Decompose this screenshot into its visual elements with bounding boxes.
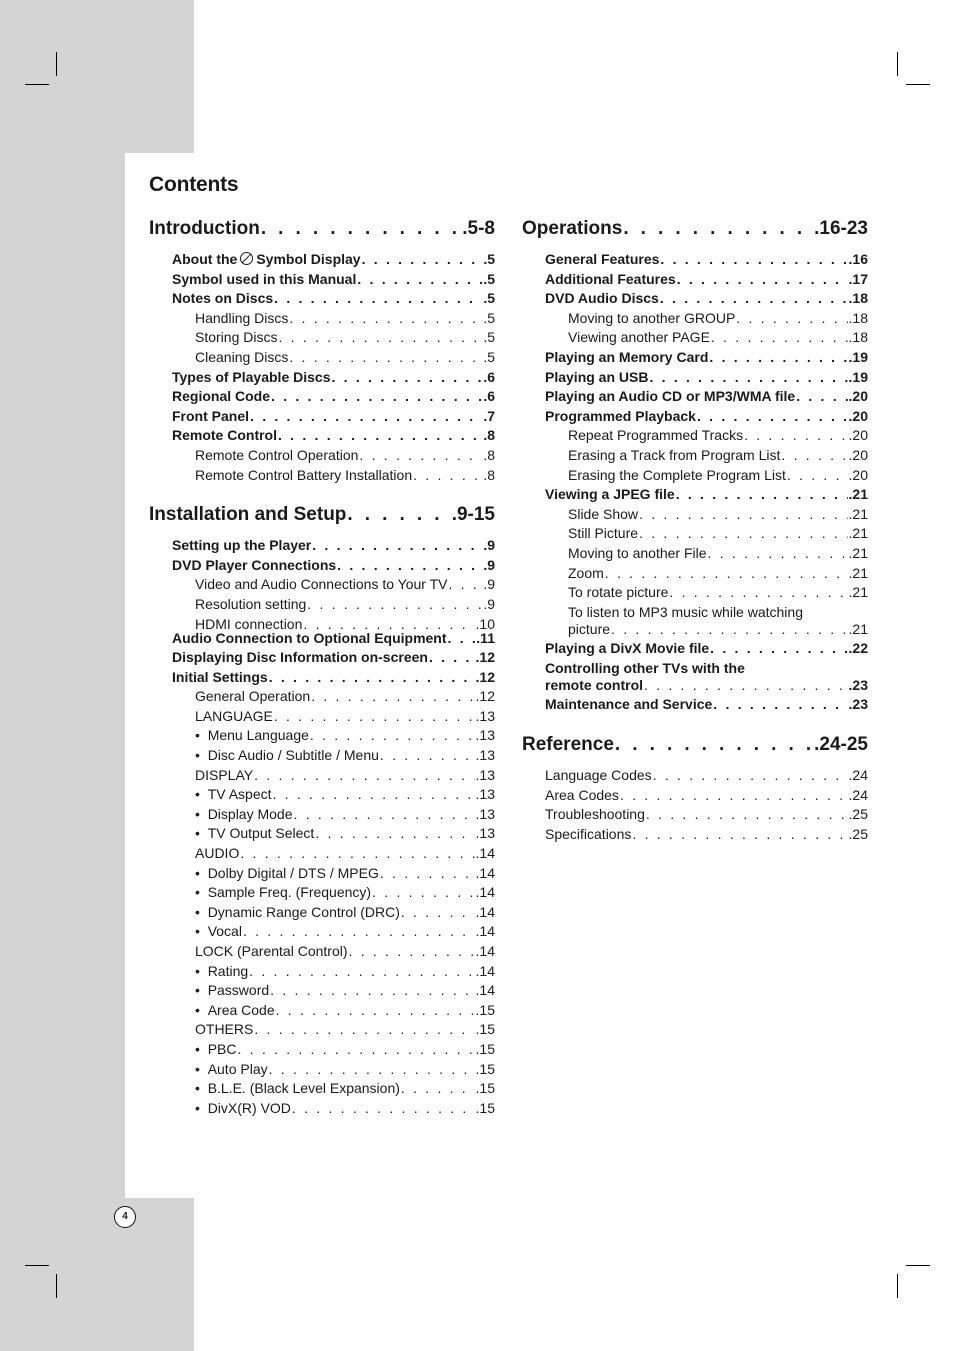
toc-entry-page: .15	[475, 1001, 495, 1018]
toc-entry-page: .12	[475, 668, 495, 685]
toc-entry-page: .20	[848, 446, 868, 463]
toc-entry-label: • TV Output Select	[195, 825, 314, 841]
toc-entry-page: .20	[848, 407, 868, 424]
gray-margin-bottom	[0, 1198, 194, 1351]
toc-entry-page: .22	[848, 640, 868, 657]
toc-entry[interactable]	[149, 290, 495, 310]
toc-entry-page: .23	[848, 696, 868, 713]
toc-entry-label: Still Picture	[568, 525, 639, 542]
section-title: Reference	[522, 734, 614, 756]
toc-subentry[interactable]	[149, 447, 495, 467]
toc-entry[interactable]	[522, 349, 868, 369]
toc-entry-label: remote control	[545, 676, 644, 693]
toc-entry-label: General Operation	[195, 688, 311, 705]
toc-bullet-entry[interactable]	[149, 1041, 495, 1061]
toc-left-column	[149, 218, 495, 1119]
toc-entry-page: .15	[475, 1080, 495, 1097]
toc-entry[interactable]	[149, 630, 495, 650]
section-heading-operations[interactable]	[522, 218, 868, 243]
toc-entry-wrapped[interactable]	[522, 660, 868, 697]
toc-entry-page: .5	[483, 270, 495, 287]
toc-entry-label: Repeat Programmed Tracks	[568, 427, 744, 444]
toc-entry-label: Area Codes	[545, 786, 619, 803]
toc-entry-page: .5	[483, 348, 495, 365]
crop-mark	[897, 52, 898, 76]
toc-bullet-entry[interactable]	[149, 727, 495, 747]
toc-entry-label: Setting up the Player	[172, 537, 312, 554]
toc-entry-page: .5	[483, 290, 495, 307]
toc-subentry[interactable]	[522, 329, 868, 349]
toc-entry-page: .14	[475, 864, 495, 881]
crop-mark	[25, 84, 49, 85]
toc-subentry[interactable]	[522, 447, 868, 467]
toc-bullet-entry[interactable]	[149, 786, 495, 806]
toc-entry[interactable]	[522, 767, 868, 787]
toc-entry-label: HDMI connection	[195, 615, 303, 632]
toc-entry-label: • Dolby Digital / DTS / MPEG	[195, 865, 379, 881]
toc-bullet-entry[interactable]	[149, 904, 495, 924]
toc-entry-label: • Area Code	[195, 1002, 275, 1018]
toc-entry-page: .6	[483, 388, 495, 405]
toc-entry-page: .25	[848, 825, 868, 842]
toc-bullet-entry[interactable]	[149, 1080, 495, 1100]
toc-entry-label: Playing a DivX Movie file	[545, 640, 710, 657]
toc-entry-label: DVD Audio Discs	[545, 290, 659, 307]
toc-entry-label: picture	[568, 620, 611, 637]
toc-entry-page: .23	[848, 676, 868, 693]
toc-entry-page: .15	[475, 1021, 495, 1038]
toc-entry-page: .20	[848, 466, 868, 483]
toc-entry-label: Remote Control	[172, 427, 277, 444]
toc-entry-page: .24	[848, 786, 868, 803]
toc-entry-page: .19	[848, 348, 868, 365]
toc-entry-page: .21	[848, 486, 868, 503]
toc-entry-label: • Dynamic Range Control (DRC)	[195, 904, 400, 920]
toc-entry[interactable]	[522, 787, 868, 807]
toc-subentry[interactable]	[522, 427, 868, 447]
toc-entry-label: Resolution setting	[195, 595, 307, 612]
toc-entry-page: .19	[848, 368, 868, 385]
toc-entry-page: .13	[475, 805, 495, 822]
toc-entry-page: .14	[475, 903, 495, 920]
section-pages: .9-15	[451, 504, 495, 526]
toc-entry-label: Front Panel	[172, 407, 250, 424]
toc-entry-page: .10	[475, 615, 495, 632]
toc-entry-page: .21	[848, 564, 868, 581]
toc-entry-label: Regional Code	[172, 388, 271, 405]
section-title: Operations	[522, 218, 623, 239]
toc-entry-label: Troubleshooting	[545, 806, 645, 823]
toc-entry-label: Displaying Disc Information on-screen	[172, 649, 428, 666]
toc-entry[interactable]	[149, 537, 495, 557]
toc-entry-label: Language Codes	[545, 767, 652, 784]
toc-entry-label: OTHERS	[195, 1021, 254, 1038]
toc-entry-label: LANGUAGE	[195, 707, 273, 724]
toc-subentry[interactable]	[149, 349, 495, 369]
toc-subentry[interactable]	[149, 329, 495, 349]
toc-entry[interactable]	[149, 649, 495, 669]
toc-entry-page: .21	[848, 584, 868, 601]
toc-subentry[interactable]	[149, 845, 495, 865]
toc-bullet-entry[interactable]	[149, 982, 495, 1002]
toc-entry[interactable]	[522, 826, 868, 846]
toc-entry-page: .13	[475, 727, 495, 744]
toc-entry-page: .13	[475, 786, 495, 803]
toc-entry[interactable]	[149, 251, 495, 271]
crop-mark	[56, 1274, 57, 1298]
toc-entry-label: • Display Mode	[195, 806, 293, 822]
toc-subentry[interactable]	[149, 576, 495, 596]
toc-entry-page: .25	[848, 806, 868, 823]
toc-entry-label: Specifications	[545, 825, 632, 842]
toc-entry-label: • Rating	[195, 963, 248, 979]
toc-subentry[interactable]	[149, 596, 495, 616]
toc-entry-label: Handling Discs	[195, 309, 289, 326]
crop-mark	[906, 1265, 930, 1266]
toc-entry-label: Viewing a JPEG file	[545, 486, 675, 503]
toc-bullet-entry[interactable]	[149, 1100, 495, 1120]
toc-entry-label: AUDIO	[195, 845, 240, 862]
toc-entry-label: To listen to MP3 music while watching	[568, 603, 803, 620]
toc-entry[interactable]	[522, 369, 868, 389]
toc-entry-label: • Auto Play	[195, 1061, 268, 1077]
toc-entry-page: .18	[848, 309, 868, 326]
toc-entry-page: .21	[848, 544, 868, 561]
toc-subentry[interactable]	[522, 525, 868, 545]
toc-entry-label: Types of Playable Discs	[172, 368, 331, 385]
toc-entry-page: .13	[475, 825, 495, 842]
toc-entry-label: • Disc Audio / Subtitle / Menu	[195, 747, 379, 763]
toc-bullet-entry[interactable]	[149, 963, 495, 983]
toc-entry-label: Symbol used in this Manual	[172, 270, 357, 287]
toc-entry-page: .14	[475, 923, 495, 940]
toc-entry-label: • Sample Freq. (Frequency)	[195, 884, 371, 900]
toc-entry-label: Erasing the Complete Program List	[568, 466, 786, 483]
toc-entry-page: .21	[848, 505, 868, 522]
toc-subentry[interactable]	[149, 767, 495, 787]
toc-entry-label: DISPLAY	[195, 766, 254, 783]
crop-mark	[906, 84, 930, 85]
toc-entry-page: .14	[475, 943, 495, 959]
toc-bullet-entry[interactable]	[149, 747, 495, 767]
toc-entry-label: • Vocal	[195, 923, 242, 939]
toc-entry-label: Initial Settings	[172, 668, 268, 685]
gray-margin-left	[0, 153, 125, 1198]
toc-bullet-entry[interactable]	[149, 825, 495, 845]
toc-entry-label: Programmed Playback	[545, 407, 696, 424]
toc-subentry[interactable]	[522, 310, 868, 330]
toc-entry-page: .5	[483, 251, 495, 267]
toc-entry-page: .13	[475, 747, 495, 764]
toc-entry-label: About the Symbol Display	[172, 251, 361, 267]
toc-entry[interactable]	[149, 271, 495, 291]
toc-entry[interactable]	[522, 486, 868, 506]
toc-entry[interactable]	[522, 408, 868, 428]
toc-entry-page: .5	[483, 329, 495, 346]
toc-bullet-entry[interactable]	[149, 1061, 495, 1081]
section-title: Installation and Setup	[149, 504, 347, 526]
toc-bullet-entry[interactable]	[149, 884, 495, 904]
toc-entry[interactable]	[522, 640, 868, 660]
toc-entry-page: .21	[848, 525, 868, 542]
toc-entry-label: Remote Control Battery Installation	[195, 466, 413, 483]
toc-entry-page: .21	[848, 620, 868, 637]
toc-entry-label: Playing an USB	[545, 368, 649, 385]
toc-entry[interactable]	[149, 557, 495, 577]
toc-entry[interactable]	[149, 369, 495, 389]
section-pages: .5-8	[462, 218, 495, 239]
toc-entry-label: Additional Features	[545, 270, 676, 287]
toc-entry-page: .14	[475, 845, 495, 862]
toc-subentry[interactable]	[149, 467, 495, 487]
toc-subentry-wrapped[interactable]	[522, 604, 868, 641]
toc-subentry[interactable]	[522, 506, 868, 526]
page-number-badge: 4	[114, 1206, 136, 1228]
toc-entry-label: To rotate picture	[568, 584, 669, 601]
section-title: Introduction	[149, 218, 260, 239]
toc-entry[interactable]	[149, 408, 495, 428]
toc-entry-page: .11	[476, 629, 495, 646]
toc-entry-page: .14	[475, 962, 495, 979]
toc-entry-page: .9	[483, 576, 495, 593]
toc-entry-label: Maintenance and Service	[545, 696, 713, 713]
crop-mark	[897, 1274, 898, 1298]
toc-entry[interactable]	[522, 388, 868, 408]
crop-mark	[25, 1265, 49, 1266]
section-heading-introduction[interactable]	[149, 218, 495, 243]
toc-entry-page: .18	[848, 329, 868, 346]
toc-entry-page: .8	[483, 446, 495, 463]
toc-entry-label: Remote Control Operation	[195, 446, 359, 463]
toc-right-column	[522, 218, 868, 845]
toc-entry[interactable]	[522, 290, 868, 310]
toc-entry-page: .9	[483, 595, 495, 612]
toc-entry-label: Erasing a Track from Program List	[568, 446, 781, 463]
toc-entry-label: • Password	[195, 982, 269, 998]
toc-entry-label: Playing an Audio CD or MP3/WMA file	[545, 388, 796, 405]
toc-entry-label: • Menu Language	[195, 727, 309, 743]
toc-subentry[interactable]	[149, 708, 495, 728]
toc-entry-page: .7	[483, 407, 495, 424]
toc-bullet-entry[interactable]	[149, 1002, 495, 1022]
toc-entry-label: Moving to another File	[568, 544, 707, 561]
toc-subentry[interactable]	[149, 943, 495, 963]
toc-entry-label: • PBC	[195, 1041, 236, 1057]
toc-entry[interactable]	[522, 806, 868, 826]
toc-entry-label: Audio Connection to Optional Equipment	[172, 629, 447, 646]
toc-entry-label: General Features	[545, 251, 660, 267]
toc-entry-label: Storing Discs	[195, 329, 278, 346]
toc-entry-label: Slide Show	[568, 505, 639, 522]
toc-entry-label: Controlling other TVs with the	[545, 659, 745, 676]
toc-entry[interactable]	[522, 696, 868, 716]
toc-bullet-entry[interactable]	[149, 923, 495, 943]
toc-entry[interactable]	[149, 388, 495, 408]
section-heading-installation[interactable]	[149, 504, 495, 529]
toc-entry-label: • TV Aspect	[195, 786, 272, 802]
toc-entry-page: .9	[483, 556, 495, 573]
toc-subentry[interactable]	[149, 616, 495, 630]
toc-entry-label: Video and Audio Connections to Your TV	[195, 576, 448, 593]
toc-entry-page: .15	[475, 1099, 495, 1116]
toc-entry[interactable]	[522, 251, 868, 271]
toc-entry-page: .14	[475, 982, 495, 999]
toc-entry-label: • B.L.E. (Black Level Expansion)	[195, 1080, 400, 1096]
toc-entry-page: .24	[848, 767, 868, 784]
toc-entry-page: .8	[483, 466, 495, 483]
toc-bullet-entry[interactable]	[149, 806, 495, 826]
toc-subentry[interactable]	[149, 688, 495, 708]
toc-bullet-entry[interactable]	[149, 865, 495, 885]
toc-subentry[interactable]	[149, 310, 495, 330]
toc-entry-page: .18	[848, 290, 868, 307]
toc-entry-label: Viewing another PAGE	[568, 329, 710, 346]
toc-entry-page: .17	[848, 270, 868, 287]
toc-entry-page: .15	[475, 1040, 495, 1057]
toc-entry-page: .20	[848, 388, 868, 405]
page-title: Contents	[149, 173, 239, 196]
section-heading-reference[interactable]	[522, 734, 868, 759]
prohibited-circle-icon	[240, 252, 253, 265]
toc-entry-label: DVD Player Connections	[172, 556, 337, 573]
toc-entry-label: • DivX(R) VOD	[195, 1100, 291, 1116]
toc-entry-page: .8	[483, 427, 495, 444]
toc-entry-page: .9	[483, 537, 495, 554]
toc-entry-page: .12	[475, 688, 495, 705]
toc-entry-page: .12	[475, 649, 495, 666]
toc-entry-page: .16	[848, 251, 868, 267]
section-pages: .24-25	[814, 734, 868, 756]
toc-entry-label: Notes on Discs	[172, 290, 274, 307]
section-pages: .16-23	[814, 218, 868, 239]
toc-entry-page: .15	[475, 1060, 495, 1077]
toc-subentry[interactable]	[522, 545, 868, 565]
toc-entry[interactable]	[522, 271, 868, 291]
crop-mark	[56, 52, 57, 76]
toc-entry-page: .14	[475, 884, 495, 901]
toc-entry-page: .13	[475, 766, 495, 783]
toc-entry-label: Moving to another GROUP	[568, 309, 736, 326]
toc-entry-label: Zoom	[568, 564, 604, 581]
toc-subentry[interactable]	[522, 565, 868, 585]
toc-entry-page: .6	[483, 368, 495, 385]
toc-subentry[interactable]	[522, 584, 868, 604]
toc-entry-label: Playing an Memory Card	[545, 348, 709, 365]
gray-margin-top	[0, 0, 194, 153]
toc-subentry[interactable]	[149, 1021, 495, 1041]
toc-entry-page: .13	[475, 707, 495, 724]
toc-entry-page: .5	[483, 309, 495, 326]
toc-entry-label: Cleaning Discs	[195, 348, 289, 365]
toc-entry[interactable]	[149, 669, 495, 689]
toc-subentry[interactable]	[522, 467, 868, 487]
toc-entry-page: .20	[848, 427, 868, 444]
toc-entry-label: LOCK (Parental Control)	[195, 943, 348, 959]
toc-entry[interactable]	[149, 427, 495, 447]
